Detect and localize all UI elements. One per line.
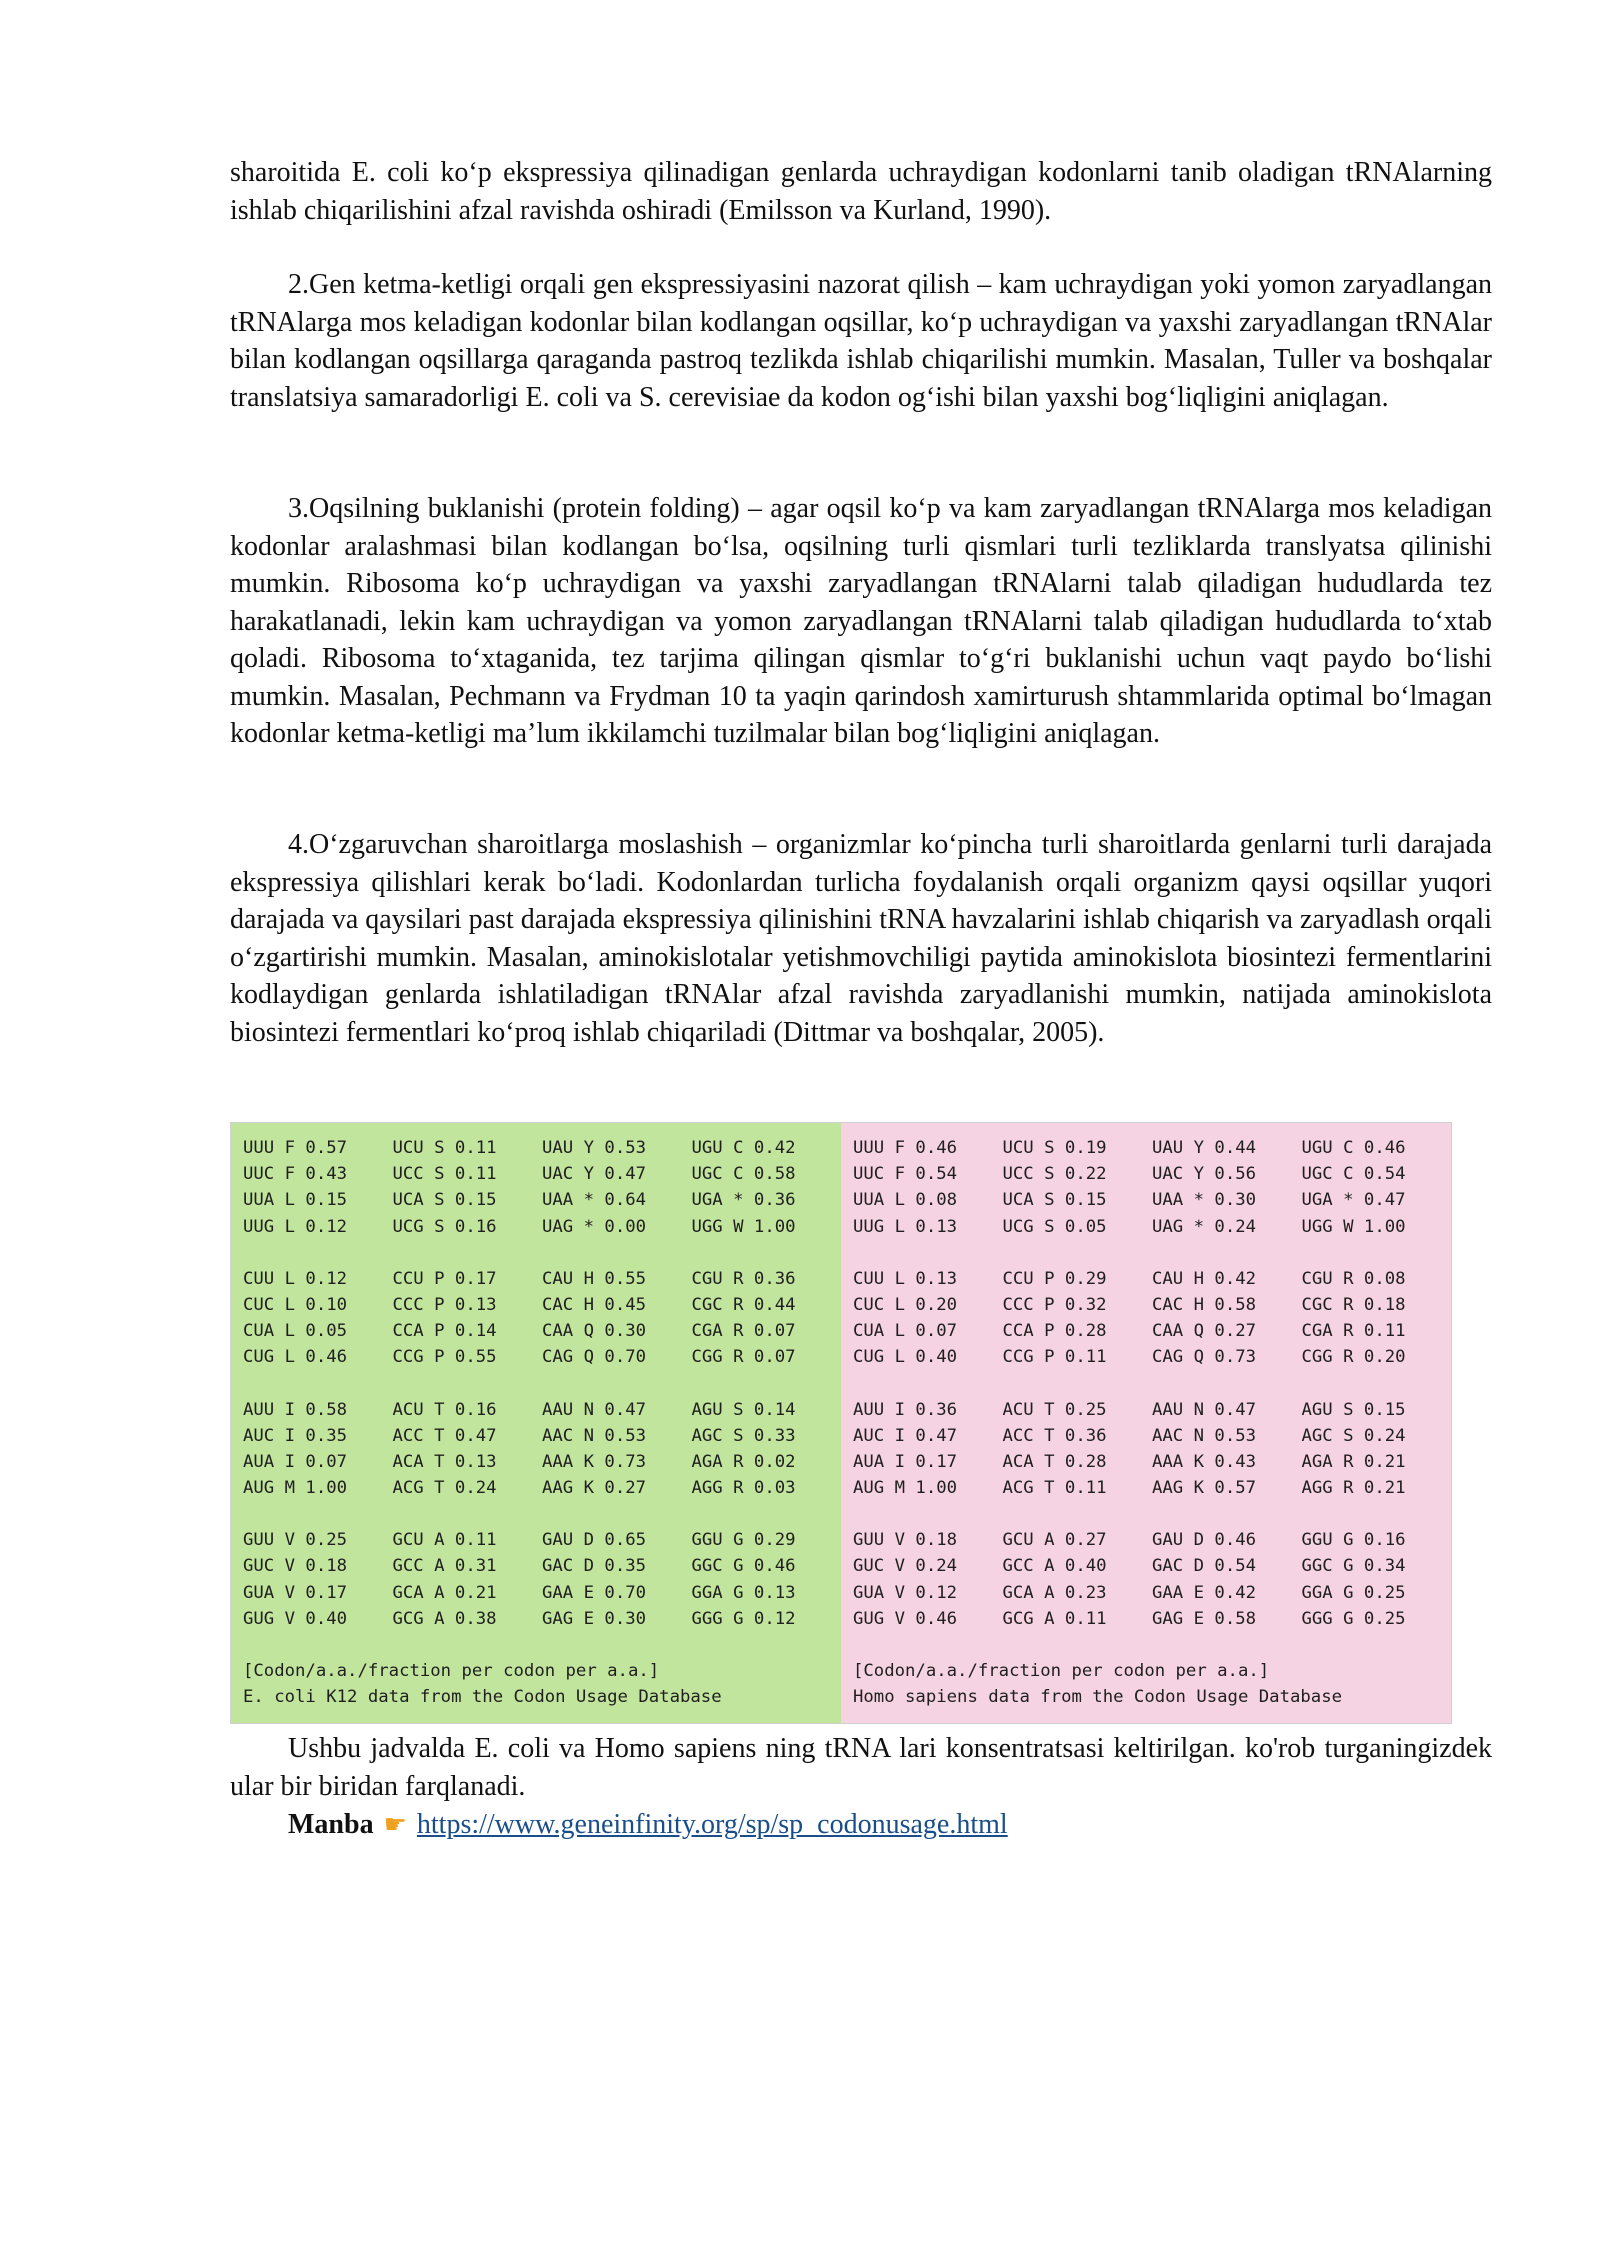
codon-entry: GCU A 0.11 xyxy=(392,1530,497,1551)
codon-group xyxy=(853,1266,1451,1371)
codon-entry: AGC S 0.33 xyxy=(691,1425,796,1446)
codon-entry: GGA G 0.25 xyxy=(1301,1582,1406,1603)
codon-entry: AGA R 0.21 xyxy=(1301,1451,1406,1472)
codon-entry: GUU V 0.18 xyxy=(853,1530,958,1551)
codon-entry: CGU R 0.08 xyxy=(1301,1268,1406,1289)
codon-entry: GCC A 0.31 xyxy=(392,1556,497,1577)
codon-entry: UAA * 0.64 xyxy=(542,1190,647,1211)
codon-entry: ACA T 0.28 xyxy=(1002,1451,1107,1472)
codon-entry: AUA I 0.07 xyxy=(243,1451,348,1472)
codon-column xyxy=(243,1527,393,1632)
codon-entry: GUC V 0.18 xyxy=(243,1556,348,1577)
codon-entry: GCC A 0.40 xyxy=(1002,1556,1107,1577)
codon-entry: AAU N 0.47 xyxy=(542,1399,647,1420)
codon-entry: UAC Y 0.56 xyxy=(1152,1164,1257,1185)
codon-entry: UCA S 0.15 xyxy=(1002,1190,1107,1211)
codon-entry: UGU C 0.46 xyxy=(1301,1138,1406,1158)
codon-column xyxy=(1152,1135,1302,1240)
codon-entry: UGG W 1.00 xyxy=(691,1216,796,1237)
figure-caption xyxy=(230,1730,1492,1805)
codon-entry: AUG M 1.00 xyxy=(853,1478,958,1499)
codon-column xyxy=(1302,1135,1452,1240)
codon-entry: GGG G 0.12 xyxy=(691,1608,796,1629)
codon-entry: GAC D 0.35 xyxy=(542,1556,647,1577)
codon-column xyxy=(1152,1397,1302,1502)
codon-entry: CAG Q 0.70 xyxy=(542,1347,647,1368)
codon-entry: CUG L 0.40 xyxy=(853,1347,958,1368)
codon-entry: GUA V 0.17 xyxy=(243,1582,348,1603)
codon-entry: UGA * 0.36 xyxy=(691,1190,796,1211)
codon-entry: AAA K 0.43 xyxy=(1152,1451,1257,1472)
codon-entry: CUA L 0.07 xyxy=(853,1321,958,1342)
codon-entry: ACC T 0.47 xyxy=(392,1425,497,1446)
source-label: Manba xyxy=(288,1809,374,1840)
codon-column xyxy=(393,1397,543,1502)
codon-entry: GUA V 0.12 xyxy=(853,1582,958,1603)
codon-entry: GCA A 0.21 xyxy=(392,1582,497,1603)
codon-entry: UUU F 0.57 xyxy=(243,1138,348,1158)
codon-entry: GAU D 0.46 xyxy=(1152,1530,1257,1551)
codon-entry: UUA L 0.08 xyxy=(853,1190,958,1211)
codon-entry: GGU G 0.16 xyxy=(1301,1530,1406,1551)
codon-entry: CUU L 0.13 xyxy=(853,1268,958,1289)
codon-entry: CCC P 0.32 xyxy=(1002,1294,1107,1315)
codon-entry: GCG A 0.38 xyxy=(392,1608,497,1629)
codon-entry: AGU S 0.15 xyxy=(1301,1399,1406,1420)
codon-entry: AAG K 0.57 xyxy=(1152,1478,1257,1499)
codon-entry: AUC I 0.47 xyxy=(853,1425,958,1446)
codon-entry: CUC L 0.20 xyxy=(853,1294,958,1315)
codon-group xyxy=(853,1527,1451,1632)
codon-entry: CCC P 0.13 xyxy=(392,1294,497,1315)
codon-entry: UAC Y 0.47 xyxy=(542,1164,647,1185)
codon-entry: UCG S 0.05 xyxy=(1002,1216,1107,1237)
codon-column xyxy=(1003,1397,1153,1502)
codon-entry: UGU C 0.42 xyxy=(691,1138,796,1158)
codon-entry: UAA * 0.30 xyxy=(1152,1190,1257,1211)
panel-note-line: E. coli K12 data from the Codon Usage Database xyxy=(243,1687,722,1708)
codon-entry: UAG * 0.00 xyxy=(542,1216,647,1237)
codon-group xyxy=(853,1135,1451,1240)
codon-entry: GGA G 0.13 xyxy=(691,1582,796,1603)
codon-column xyxy=(692,1266,842,1371)
paragraph-text: 4.O‘zgaruvchan sharoitlarga moslashish – organizmlar ko‘pincha turli sharoitlarda genlarni turli darajada ekspressiya qilishlari kerak bo‘ladi. Kodonlardan turlicha foydalanish orqali organizm qaysi oqsillar yuqori darajada va qaysilari past darajada ekspressiya qilinishini tRNA havzalarini ishlab chiqarish va zaryadlash orqali o‘zgartirishi mumkin. Masalan, aminokislotalar yetishmovchiligi paytida aminokislota biosintezi fermentlarini kodlaydigan genlarda ishlatiladigan tRNAlar afzal ravishda zaryadlanishi mumkin, natijada aminokislota biosintezi fermentlari ko‘proq ishlab chiqariladi (Dittmar va boshqalar, 2005). xyxy=(230,829,1492,1048)
codon-entry: AGC S 0.24 xyxy=(1301,1425,1406,1446)
codon-entry: CUC L 0.10 xyxy=(243,1294,348,1315)
codon-entry: ACU T 0.16 xyxy=(392,1399,497,1420)
codon-entry: CAC H 0.45 xyxy=(542,1294,647,1315)
codon-entry: AAG K 0.27 xyxy=(542,1478,647,1499)
codon-group xyxy=(243,1397,841,1502)
codon-entry: CGC R 0.44 xyxy=(691,1294,796,1315)
codon-column xyxy=(1302,1397,1452,1502)
codon-entry: CCA P 0.28 xyxy=(1002,1321,1107,1342)
codon-column xyxy=(542,1266,692,1371)
codon-column xyxy=(853,1397,1003,1502)
codon-entry: GUG V 0.46 xyxy=(853,1608,958,1629)
codon-entry: CGA R 0.07 xyxy=(691,1321,796,1342)
codon-entry: CUA L 0.05 xyxy=(243,1321,348,1342)
codon-group xyxy=(243,1266,841,1371)
codon-entry: UAU Y 0.53 xyxy=(542,1138,647,1158)
codon-entry: UGC C 0.54 xyxy=(1301,1164,1406,1185)
codon-entry: UUG L 0.13 xyxy=(853,1216,958,1237)
codon-entry: AGG R 0.21 xyxy=(1301,1478,1406,1499)
codon-entry: CGU R 0.36 xyxy=(691,1268,796,1289)
codon-entry: CUG L 0.46 xyxy=(243,1347,348,1368)
codon-entry: UCC S 0.11 xyxy=(392,1164,497,1185)
panel-note xyxy=(853,1658,1451,1710)
source-line xyxy=(288,1806,1008,1844)
codon-column xyxy=(692,1135,842,1240)
paragraph-text: sharoitida E. coli ko‘p ekspressiya qilinadigan genlarda uchraydigan kodonlarni tanib oladigan tRNAlarning ishlab chiqarilishini afzal ravishda oshiradi (Emilsson va Kurland, 1990). xyxy=(230,157,1492,226)
codon-entry: AUU I 0.36 xyxy=(853,1399,958,1420)
codon-entry: GGG G 0.25 xyxy=(1301,1608,1406,1629)
codon-entry: AUU I 0.58 xyxy=(243,1399,348,1420)
pointing-hand-icon: ☛ xyxy=(383,1810,407,1840)
codon-entry: UCA S 0.15 xyxy=(392,1190,497,1211)
codon-entry: UUC F 0.54 xyxy=(853,1164,958,1185)
codon-entry: CCU P 0.17 xyxy=(392,1268,497,1289)
codon-entry: UUG L 0.12 xyxy=(243,1216,348,1237)
codon-entry: CCA P 0.14 xyxy=(392,1321,497,1342)
codon-entry: GAU D 0.65 xyxy=(542,1530,647,1551)
codon-column xyxy=(1003,1135,1153,1240)
codon-column xyxy=(542,1135,692,1240)
codon-column xyxy=(1152,1266,1302,1371)
codon-entry: ACC T 0.36 xyxy=(1002,1425,1107,1446)
paragraph-adaptation xyxy=(230,826,1492,1051)
codon-column xyxy=(243,1135,393,1240)
codon-entry: CAG Q 0.73 xyxy=(1152,1347,1257,1368)
codon-entry: GAA E 0.42 xyxy=(1152,1582,1257,1603)
codon-entry: CCG P 0.11 xyxy=(1002,1347,1107,1368)
codon-entry: GAG E 0.30 xyxy=(542,1608,647,1629)
codon-entry: CGG R 0.20 xyxy=(1301,1347,1406,1368)
codon-entry: GAA E 0.70 xyxy=(542,1582,647,1603)
homo-sapiens-codon-panel xyxy=(841,1123,1451,1723)
codon-column xyxy=(853,1266,1003,1371)
codon-entry: GGU G 0.29 xyxy=(691,1530,796,1551)
codon-entry: CAU H 0.42 xyxy=(1152,1268,1257,1289)
codon-entry: AUC I 0.35 xyxy=(243,1425,348,1446)
paragraph-continuation xyxy=(230,154,1492,229)
codon-entry: AAU N 0.47 xyxy=(1152,1399,1257,1420)
codon-entry: GUC V 0.24 xyxy=(853,1556,958,1577)
codon-entry: UAU Y 0.44 xyxy=(1152,1138,1257,1158)
codon-usage-figure xyxy=(230,1122,1452,1724)
panel-note-line: Homo sapiens data from the Codon Usage Database xyxy=(853,1687,1342,1708)
paragraph-text: 2.Gen ketma-ketligi orqali gen ekspressiyasini nazorat qilish – kam uchraydigan yoki yomon zaryadlangan tRNAlarga mos keladigan kodonlar bilan kodlangan oqsillar, ko‘p uchraydigan va yaxshi zaryadlangan tRNAlar bilan kodlangan oqsillarga qaraganda pastroq tezlikda ishlab chiqarilishi mumkin. Masalan, Tuller va boshqalar translatsiya samaradorligi E. coli va S. cerevisiae da kodon og‘ishi bilan yaxshi bog‘liqligini aniqlagan. xyxy=(230,269,1492,413)
caption-text: Ushbu jadvalda E. coli va Homo sapiens ning tRNA lari konsentratsasi keltirilgan. ko'rob turganingizdek ular bir biridan farqlanadi. xyxy=(230,1733,1492,1802)
codon-entry: UGG W 1.00 xyxy=(1301,1216,1406,1237)
codon-group xyxy=(243,1527,841,1632)
codon-entry: CCG P 0.55 xyxy=(392,1347,497,1368)
codon-column xyxy=(1003,1527,1153,1632)
codon-column xyxy=(692,1397,842,1502)
paragraph-text: 3.Oqsilning buklanishi (protein folding) – agar oqsil ko‘p va kam zaryadlangan tRNAlarga mos keladigan kodonlar aralashmasi bilan kodlangan bo‘lsa, oqsilning turli qismlari turli tezliklarda translyatsa qilinishi mumkin. Ribosoma ko‘p uchraydigan va yaxshi zaryadlangan tRNAlarni talab qiladigan hududlarda tez harakatlanadi, lekin kam uchraydigan va yomon zaryadlangan tRNAlarni talab qiladigan hududlarda to‘xtab qoladi. Ribosoma to‘xtaganida, tez tarjima qilingan qismlar to‘g‘ri buklanishi uchun vaqt paydo bo‘lishi mumkin. Masalan, Pechmann va Frydman 10 ta yaqin qarindosh xamirturush shtammlarida optimal bo‘lmagan kodonlar ketma-ketligi ma’lum ikkilamchi tuzilmalar bilan bog‘liqligini aniqlagan. xyxy=(230,493,1492,749)
codon-column xyxy=(243,1397,393,1502)
codon-entry: AGA R 0.02 xyxy=(691,1451,796,1472)
codon-entry: AGG R 0.03 xyxy=(691,1478,796,1499)
codon-group xyxy=(243,1135,841,1240)
codon-entry: GGC G 0.34 xyxy=(1301,1556,1406,1577)
codon-column xyxy=(692,1527,842,1632)
codon-column xyxy=(853,1527,1003,1632)
codon-entry: AAC N 0.53 xyxy=(1152,1425,1257,1446)
codon-column xyxy=(542,1397,692,1502)
codon-entry: CGA R 0.11 xyxy=(1301,1321,1406,1342)
codon-column xyxy=(1152,1527,1302,1632)
codon-entry: UGA * 0.47 xyxy=(1301,1190,1406,1211)
codon-entry: CAA Q 0.27 xyxy=(1152,1321,1257,1342)
codon-entry: GAG E 0.58 xyxy=(1152,1608,1257,1629)
codon-entry: ACG T 0.11 xyxy=(1002,1478,1107,1499)
codon-column xyxy=(243,1266,393,1371)
codon-column xyxy=(1003,1266,1153,1371)
codon-entry: UAG * 0.24 xyxy=(1152,1216,1257,1237)
codon-column xyxy=(393,1266,543,1371)
paragraph-protein-folding xyxy=(230,490,1492,753)
codon-column xyxy=(1302,1266,1452,1371)
ecoli-codon-panel xyxy=(231,1123,841,1723)
panel-note xyxy=(243,1658,841,1710)
codon-entry: CGG R 0.07 xyxy=(691,1347,796,1368)
codon-entry: AAC N 0.53 xyxy=(542,1425,647,1446)
codon-entry: AUG M 1.00 xyxy=(243,1478,348,1499)
codon-entry: CUU L 0.12 xyxy=(243,1268,348,1289)
codon-entry: GUG V 0.40 xyxy=(243,1608,348,1629)
codon-column xyxy=(393,1527,543,1632)
codon-entry: UCC S 0.22 xyxy=(1002,1164,1107,1185)
codon-entry: CAC H 0.58 xyxy=(1152,1294,1257,1315)
codon-entry: AGU S 0.14 xyxy=(691,1399,796,1420)
codon-group xyxy=(853,1397,1451,1502)
codon-entry: UCU S 0.19 xyxy=(1002,1138,1107,1158)
source-link[interactable]: https://www.geneinfinity.org/sp/sp_codonusage.html xyxy=(416,1809,1008,1840)
codon-entry: GCU A 0.27 xyxy=(1002,1530,1107,1551)
codon-entry: GUU V 0.25 xyxy=(243,1530,348,1551)
codon-column xyxy=(1302,1527,1452,1632)
codon-entry: UCG S 0.16 xyxy=(392,1216,497,1237)
codon-entry: ACA T 0.13 xyxy=(392,1451,497,1472)
codon-column xyxy=(542,1527,692,1632)
codon-entry: CCU P 0.29 xyxy=(1002,1268,1107,1289)
panel-note-line: [Codon/a.a./fraction per codon per a.a.] xyxy=(243,1661,660,1681)
codon-entry: GGC G 0.46 xyxy=(691,1556,796,1577)
codon-entry: UUA L 0.15 xyxy=(243,1190,348,1211)
codon-column xyxy=(393,1135,543,1240)
codon-entry: ACU T 0.25 xyxy=(1002,1399,1107,1420)
codon-entry: CGC R 0.18 xyxy=(1301,1294,1406,1315)
codon-entry: UUU F 0.46 xyxy=(853,1138,958,1158)
codon-entry: CAA Q 0.30 xyxy=(542,1321,647,1342)
paragraph-gene-sequence-control xyxy=(230,266,1492,416)
codon-entry: AAA K 0.73 xyxy=(542,1451,647,1472)
codon-entry: UGC C 0.58 xyxy=(691,1164,796,1185)
codon-entry: GCG A 0.11 xyxy=(1002,1608,1107,1629)
panel-note-line: [Codon/a.a./fraction per codon per a.a.] xyxy=(853,1661,1270,1681)
codon-entry: AUA I 0.17 xyxy=(853,1451,958,1472)
codon-column xyxy=(853,1135,1003,1240)
codon-entry: GAC D 0.54 xyxy=(1152,1556,1257,1577)
codon-entry: GCA A 0.23 xyxy=(1002,1582,1107,1603)
codon-entry: UUC F 0.43 xyxy=(243,1164,348,1185)
codon-entry: ACG T 0.24 xyxy=(392,1478,497,1499)
codon-entry: UCU S 0.11 xyxy=(392,1138,497,1158)
codon-entry: CAU H 0.55 xyxy=(542,1268,647,1289)
